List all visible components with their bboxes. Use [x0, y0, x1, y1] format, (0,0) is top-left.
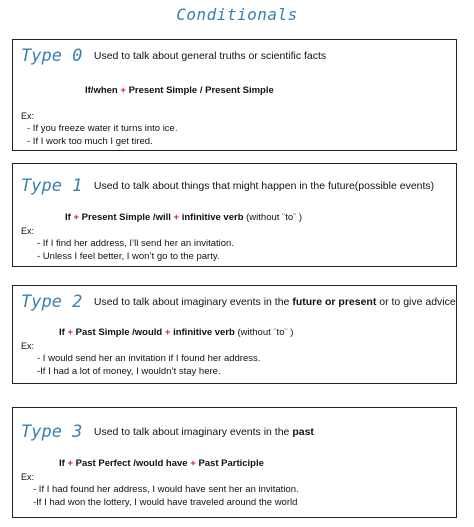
type-0-example-1: - If you freeze water it turns into ice. — [27, 123, 178, 134]
plus-sign: + — [173, 212, 180, 223]
type-1-example-2: - Unless I feel better, I won’t go to the party. — [37, 251, 220, 262]
formula-part: Past Simple /would — [75, 327, 163, 338]
plus-sign: + — [120, 85, 126, 96]
type-0-formula — [85, 85, 274, 96]
type-1-box — [12, 163, 457, 267]
type-2-ex-label: Ex: — [21, 341, 35, 351]
type-3-header — [21, 422, 314, 442]
type-2-example-2: -If I had a lot of money, I wouldn’t stay here. — [37, 366, 221, 377]
type-0-description: Used to talk about general truths or scientific facts — [93, 50, 327, 62]
type-1-example-1: - If I find her address, I’ll send her an invitation. — [37, 238, 234, 249]
description-emphasis: past — [292, 426, 314, 438]
type-2-box — [12, 285, 457, 384]
description-text: or to give advice — [379, 296, 456, 308]
type-2-header — [21, 292, 456, 312]
description-text: Used to talk about imaginary events in the — [93, 296, 290, 308]
type-1-description: Used to talk about things that might happen in the future(possible events) — [93, 180, 435, 192]
formula-part: Present Simple / Present Simple — [128, 85, 274, 96]
formula-part: infinitive verb — [173, 327, 235, 338]
formula-part: infinitive verb — [181, 212, 244, 223]
formula-part: If/when — [85, 85, 118, 96]
type-2-label: Type 2 — [21, 292, 83, 312]
formula-part: Present Simple /will — [81, 212, 171, 223]
type-0-box — [12, 39, 457, 151]
type-3-ex-label: Ex: — [21, 472, 35, 482]
formula-note: (without ¨to¨ ) — [237, 327, 294, 338]
formula-part: If — [59, 327, 65, 338]
plus-sign: + — [67, 458, 74, 469]
type-2-example-1: - I would send her an invitation if I found her address. — [37, 353, 261, 364]
type-0-label: Type 0 — [21, 46, 83, 66]
type-3-label: Type 3 — [21, 422, 83, 442]
type-2-formula — [59, 327, 293, 338]
formula-part: Past Participle — [198, 458, 264, 469]
type-2-description — [94, 296, 456, 308]
formula-part: If — [65, 212, 71, 223]
type-1-header — [21, 176, 434, 196]
page-title: Conditionals — [176, 5, 298, 24]
type-0-example-2: - If I work too much I get tired. — [27, 136, 153, 147]
formula-note: (without ¨to¨ ) — [246, 212, 303, 223]
type-3-formula — [59, 458, 264, 469]
plus-sign: + — [190, 458, 196, 469]
type-0-header — [21, 46, 326, 66]
type-1-label: Type 1 — [21, 176, 83, 196]
plus-sign: + — [73, 212, 80, 223]
type-3-description — [94, 426, 314, 438]
type-1-ex-label: Ex: — [21, 226, 35, 236]
plus-sign: + — [67, 327, 74, 338]
description-emphasis: future or present — [292, 296, 377, 308]
description-text: Used to talk about imaginary events in the — [93, 426, 290, 438]
type-3-example-2: -If I had won the lottery, I would have traveled around the world — [33, 497, 298, 508]
plus-sign: + — [164, 327, 171, 338]
formula-part: If — [59, 458, 65, 469]
type-3-example-1: - If I had found her address, I would have sent her an invitation. — [33, 484, 299, 495]
type-3-box — [12, 407, 457, 518]
type-0-ex-label: Ex: — [21, 111, 35, 121]
formula-part: Past Perfect /would have — [75, 458, 188, 469]
type-1-formula — [65, 212, 302, 223]
